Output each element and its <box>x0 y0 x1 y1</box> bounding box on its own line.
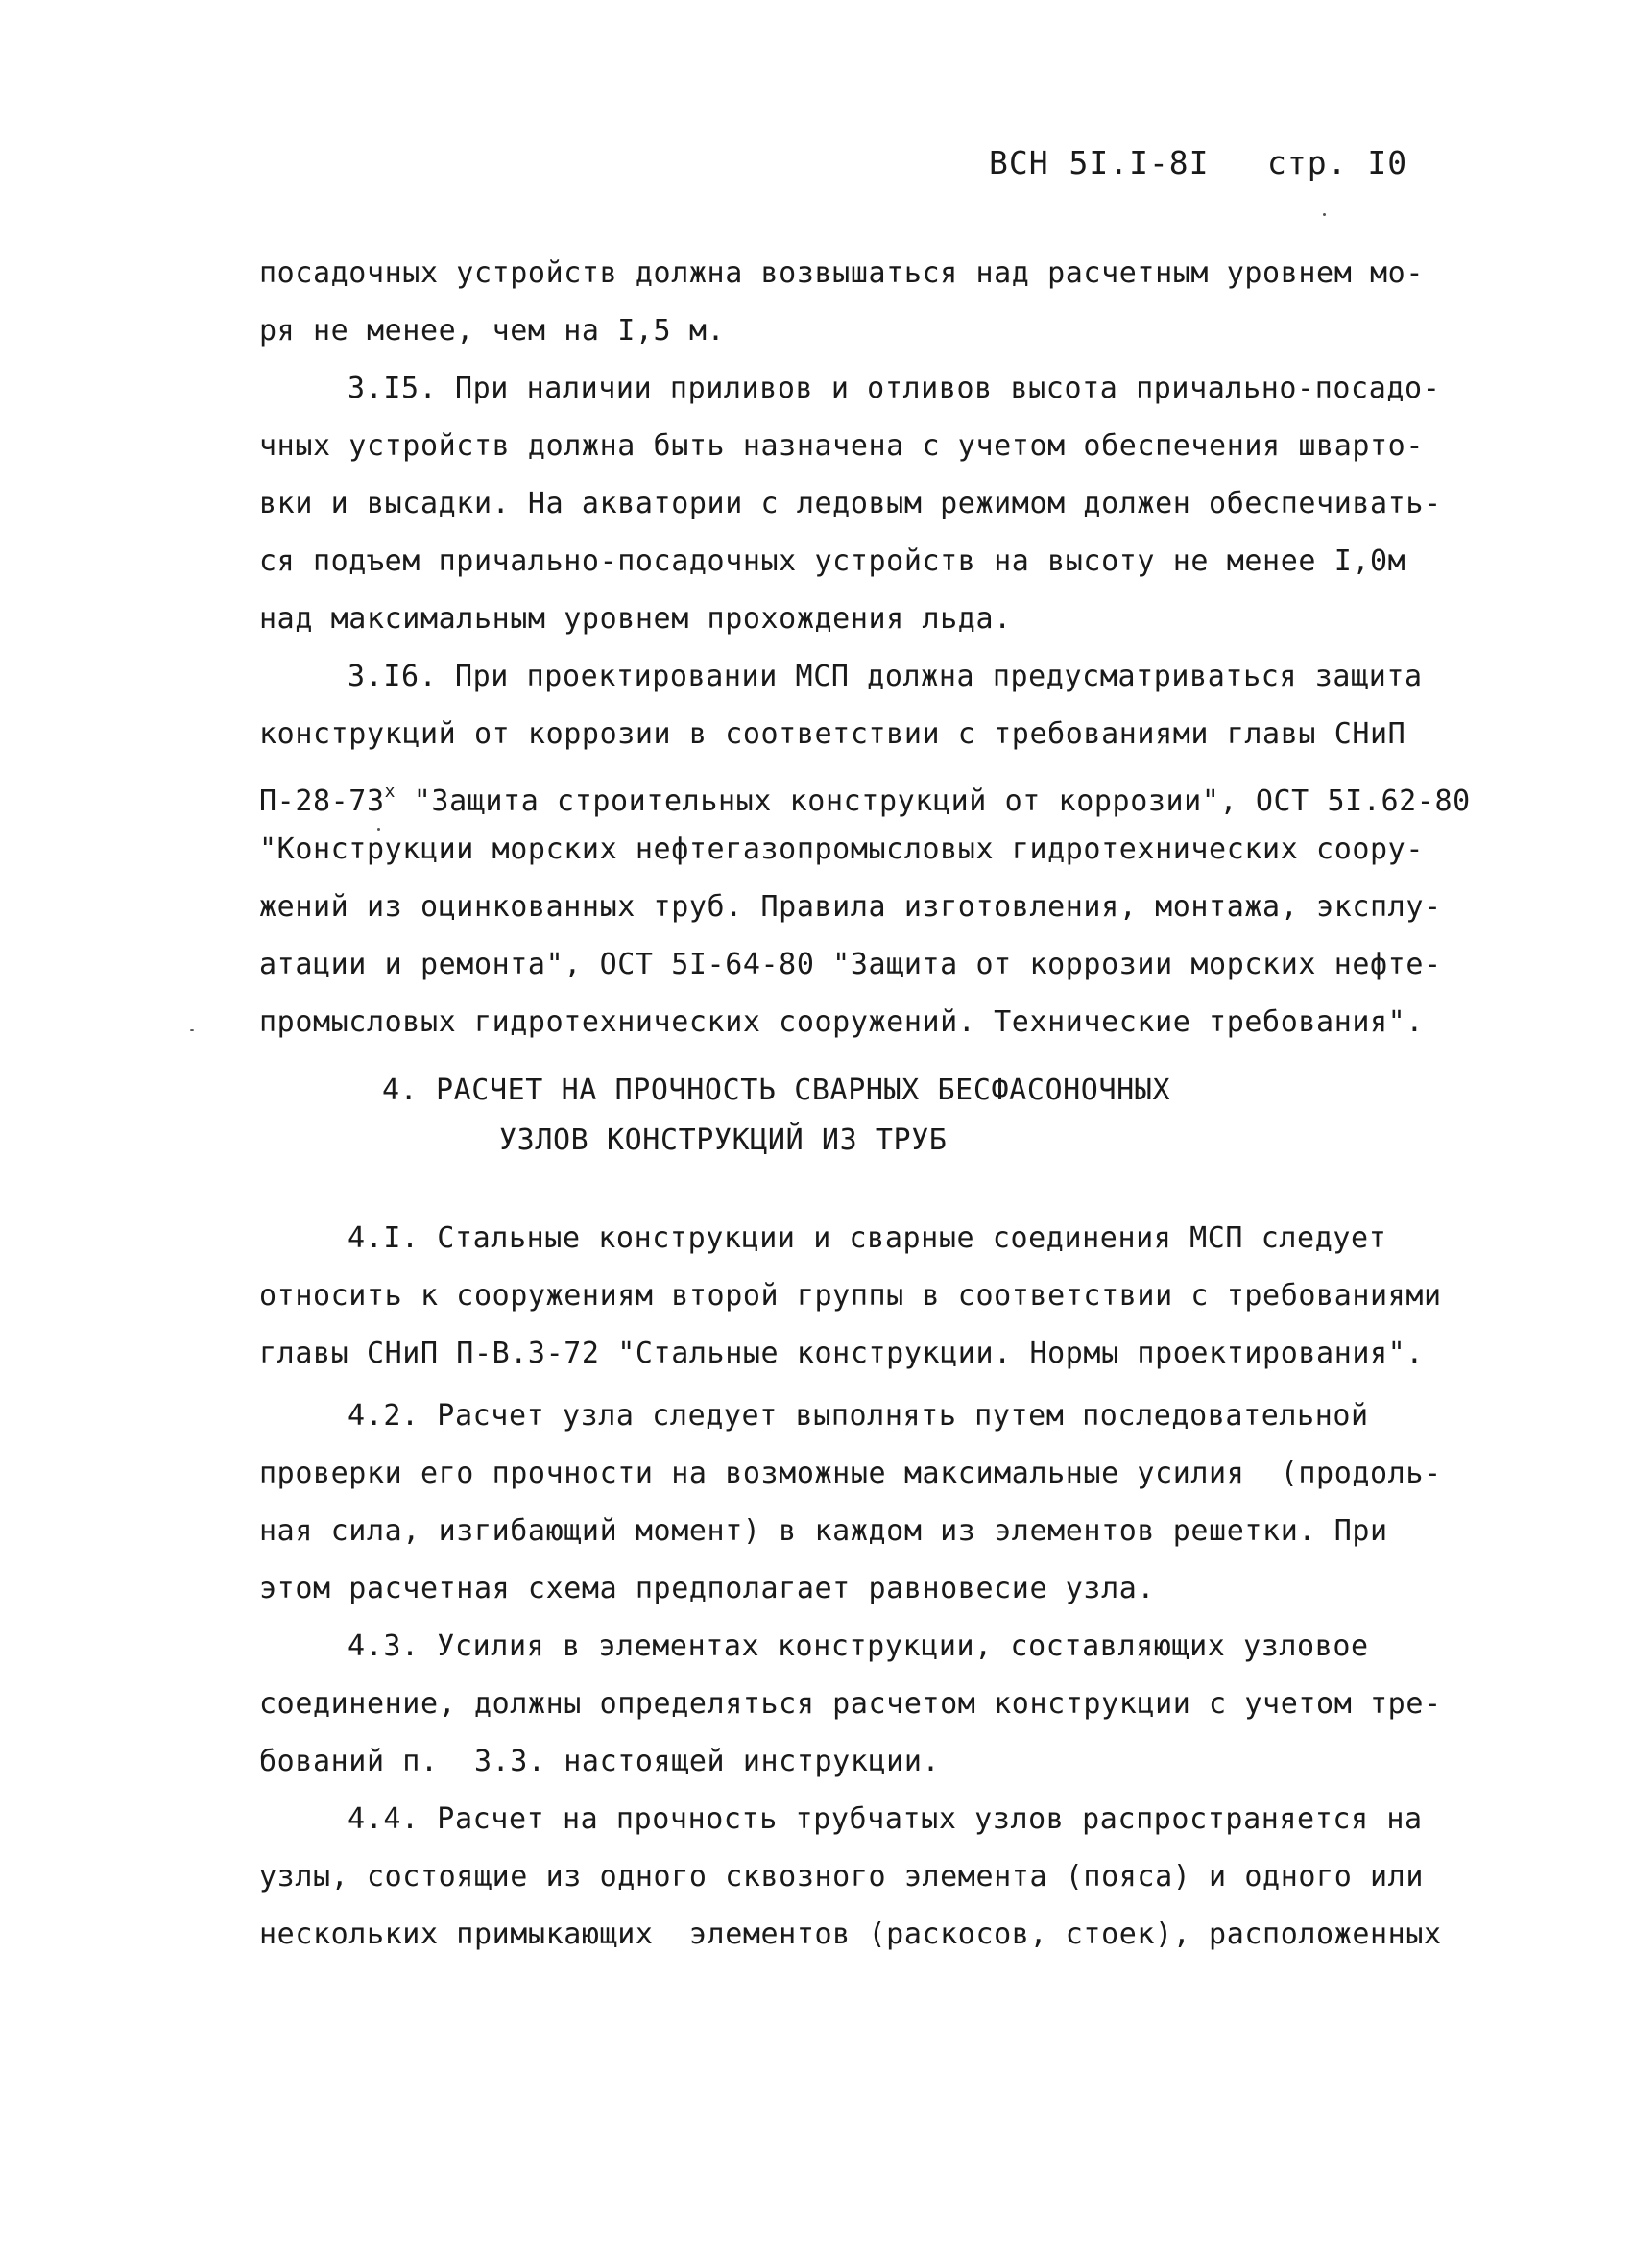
paragraph-3-16-line: промысловых гидротехнических сооружений. Технические требования". <box>259 1005 1424 1039</box>
paragraph-3-15-line: ся подъем причально-посадочных устройств на высоту не менее I,0м <box>259 544 1406 578</box>
paragraph-3-16-line: жений из оцинкованных труб. Правила изготовления, монтажа, эксплу- <box>259 890 1442 924</box>
page-number: стр. I0 <box>1267 144 1408 181</box>
scan-speck <box>190 1029 194 1031</box>
paragraph-3-16-line: атации и ремонта", ОСТ 5I-64-80 "Защита от коррозии морских нефте- <box>259 948 1442 981</box>
paragraph-4-1-line: относить к сооружениям второй группы в соответствии с требованиями <box>259 1279 1442 1313</box>
paragraph-4-4-line: узлы, состоящие из одного сквозного элемента (пояса) и одного или <box>259 1860 1424 1894</box>
paragraph-3-15-line: 3.I5. При наличии приливов и отливов высота причально-посадо- <box>348 372 1441 405</box>
document-code: ВСН 5I.I-8I <box>989 144 1210 181</box>
paragraph-4-2-line: ная сила, изгибающий момент) в каждом из элементов решетки. При <box>259 1514 1388 1548</box>
text-line: посадочных устройств должна возвышаться над расчетным уровнем мо- <box>259 256 1424 290</box>
snip-reference: П-28-73 <box>259 784 385 818</box>
paragraph-3-15-line: над максимальным уровнем прохождения льда. <box>259 602 1012 636</box>
paragraph-4-2-line: этом расчетная схема предполагает равновесие узла. <box>259 1572 1156 1605</box>
paragraph-3-16-line: "Конструкции морских нефтегазопромысловых гидротехнических соору- <box>259 832 1424 866</box>
scan-speck <box>377 828 380 831</box>
paragraph-4-4-line: нескольких примыкающих элементов (раскосов, стоек), расположенных <box>259 1918 1442 1951</box>
paragraph-3-15-line: вки и высадки. На акватории с ледовым режимом должен обеспечивать- <box>259 487 1442 520</box>
text-span: "Защита строительных конструкций от коррозии", ОСТ 5I.62-80 <box>396 784 1471 818</box>
scan-speck <box>1323 213 1326 216</box>
superscript-mark: x <box>384 782 396 802</box>
paragraph-4-1-line: 4.I. Стальные конструкции и сварные соединения МСП следует <box>348 1221 1387 1255</box>
paragraph-3-16-line: конструкций от коррозии в соответствии с требованиями главы СНиП <box>259 717 1406 751</box>
text-line: ря не менее, чем на I,5 м. <box>259 314 726 348</box>
paragraph-4-2-line: проверки его прочности на возможные максимальные усилия (продоль- <box>259 1457 1442 1490</box>
section-title-line-1: 4. РАСЧЕТ НА ПРОЧНОСТЬ СВАРНЫХ БЕСФАСОНОЧНЫХ <box>382 1074 1171 1107</box>
paragraph-4-3-line: соединение, должны определяться расчетом конструкции с учетом тре- <box>259 1687 1442 1721</box>
paragraph-4-3-line: 4.3. Усилия в элементах конструкции, составляющих узловое <box>348 1629 1369 1663</box>
page-header <box>989 144 1407 181</box>
section-title-line-2: УЗЛОВ КОНСТРУКЦИЙ ИЗ ТРУБ <box>499 1123 948 1157</box>
paragraph-3-16-line: 3.I6. При проектировании МСП должна предусматриваться защита <box>348 660 1423 693</box>
paragraph-4-1-line: главы СНиП П-В.3-72 "Стальные конструкции. Нормы проектирования". <box>259 1337 1424 1370</box>
paragraph-4-3-line: бований п. 3.3. настоящей инструкции. <box>259 1745 941 1778</box>
paragraph-4-4-line: 4.4. Расчет на прочность трубчатых узлов распространяется на <box>348 1802 1423 1836</box>
paragraph-3-15-line: чных устройств должна быть назначена с учетом обеспечения швартo- <box>259 429 1424 463</box>
paragraph-3-16-line <box>259 773 1471 821</box>
paragraph-4-2-line: 4.2. Расчет узла следует выполнять путем последовательной <box>348 1399 1369 1433</box>
